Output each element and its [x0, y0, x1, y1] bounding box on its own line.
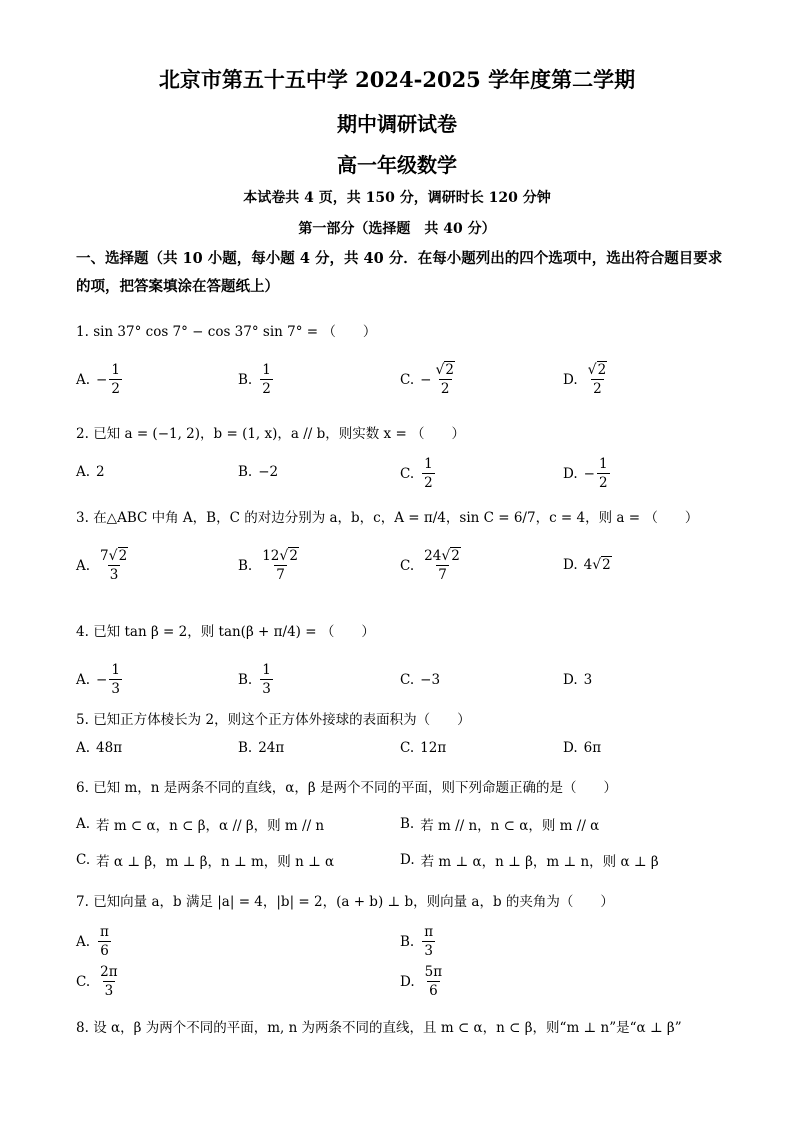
q4-option-c[interactable]: C. −3 [400, 672, 441, 688]
q5-option-b[interactable]: B. 24π [238, 740, 285, 756]
option-text: 若 m ⊂ α，n ⊂ β，α // β，则 m // n [96, 818, 325, 834]
question-stem: 已知 m，n 是两条不同的直线，α，β 是两个不同的平面，则下列命题正确的是（ ） [93, 780, 617, 796]
question-stem: 已知 a = (−1, 2)，b = (1, x)，a // b，则实数 x = （ ） [93, 426, 466, 442]
q1-option-c[interactable]: C. − $\frac{√2}{2}$ [400, 362, 454, 397]
question-number: 5. [76, 712, 89, 728]
question-stem: 已知向量 a，b 满足 |a| = 4，|b| = 2，(a + b) ⊥ b，则向量 a，b 的夹角为（ ） [93, 894, 614, 910]
q5-option-a[interactable]: A. 48π [76, 740, 123, 756]
q7-option-c[interactable]: C. $\frac{2\pi}{3}$ [76, 964, 118, 999]
question-1 [76, 320, 376, 340]
q3-option-d[interactable]: D. 4√2 [563, 557, 611, 573]
option-text: 若 α ⊥ β，m ⊥ β，n ⊥ m，则 n ⊥ α [96, 854, 335, 870]
question-6 [76, 776, 617, 796]
part-title: 第一部分（选择题 共 40 分） [298, 221, 496, 237]
school-title: 北京市第五十五中学 2024-2025 学年度第二学期 [158, 67, 636, 92]
question-stem: sin 37° cos 7° − cos 37° sin 7° = （ ） [93, 324, 377, 340]
option-text: 若 m // n，n ⊂ α，则 m // α [420, 818, 600, 834]
question-number: 6. [76, 780, 89, 796]
question-number: 7. [76, 894, 89, 910]
question-number: 4. [76, 624, 89, 640]
question-stem: 在△ABC 中角 A，B，C 的对边分别为 a，b，c，A = π/4，sin C = 6/7，c = 4，则 a = （ ） [93, 510, 699, 526]
q2-option-b[interactable]: B. −2 [238, 464, 279, 480]
q7-option-d[interactable]: D. $\frac{5\pi}{6}$ [400, 964, 443, 999]
q3-option-c[interactable]: C. $\frac{24√2}{7}$ [400, 548, 460, 583]
q6-option-a[interactable]: A. 若 m ⊂ α，n ⊂ β，α // β，则 m // n [76, 816, 325, 834]
subject-title: 高一年级数学 [337, 153, 457, 177]
option-text: 若 m ⊥ α，n ⊥ β，m ⊥ n，则 α ⊥ β [420, 854, 659, 870]
q5-option-c[interactable]: C. 12π [400, 740, 447, 756]
question-3 [76, 506, 698, 526]
question-number: 8. [76, 1020, 89, 1036]
q2-option-a[interactable]: A. 2 [76, 464, 105, 480]
question-number: 3. [76, 510, 89, 526]
exam-info: 本试卷共 4 页，共 150 分，调研时长 120 分钟 [243, 190, 551, 206]
exam-title: 期中调研试卷 [337, 112, 457, 136]
q1-option-a[interactable]: A. − $\frac{1}{2}$ [76, 362, 120, 397]
q4-option-a[interactable]: A. − $\frac{1}{3}$ [76, 662, 120, 697]
question-stem: 已知正方体棱长为 2，则这个正方体外接球的表面积为（ ） [93, 712, 471, 728]
q1-option-b[interactable]: B. $\frac{1}{2}$ [238, 362, 271, 397]
q6-option-d[interactable]: D. 若 m ⊥ α，n ⊥ β，m ⊥ n，则 α ⊥ β [400, 852, 659, 870]
question-4 [76, 620, 375, 640]
question-2 [76, 422, 465, 442]
q6-option-b[interactable]: B. 若 m // n，n ⊂ α，则 m // α [400, 816, 600, 834]
q7-option-b[interactable]: B. $\frac{\pi}{3}$ [400, 924, 434, 959]
q3-option-a[interactable]: A. $\frac{7√2}{3}$ [76, 548, 128, 583]
question-number: 1. [76, 324, 89, 340]
q6-option-c[interactable]: C. 若 α ⊥ β，m ⊥ β，n ⊥ m，则 n ⊥ α [76, 852, 335, 870]
question-5 [76, 708, 471, 728]
q2-option-d[interactable]: D. − $\frac{1}{2}$ [563, 456, 608, 491]
section-instruction: 一、选择题（共 10 小题，每小题 4 分，共 40 分．在每小题列出的四个选项中，选出符合题目要求的项，把答案填涂在答题纸上） [76, 250, 723, 295]
question-stem: 设 α，β 为两个不同的平面，m, n 为两条不同的直线，且 m ⊂ α，n ⊂ β，则“m ⊥ n”是“α ⊥ β” [93, 1020, 682, 1036]
q3-option-b[interactable]: B. $\frac{12√2}{7}$ [238, 548, 298, 583]
question-number: 2. [76, 426, 89, 442]
question-7 [76, 890, 614, 910]
question-stem: 已知 tan β = 2，则 tan(β + π/4) = （ ） [93, 624, 375, 640]
q2-option-c[interactable]: C. $\frac{1}{2}$ [400, 456, 433, 491]
q4-option-d[interactable]: D. 3 [563, 672, 593, 688]
q1-option-d[interactable]: D. $\frac{√2}{2}$ [563, 362, 607, 397]
question-8 [76, 1016, 682, 1036]
q7-option-a[interactable]: A. $\frac{\pi}{6}$ [76, 924, 109, 959]
q4-option-b[interactable]: B. $\frac{1}{3}$ [238, 662, 271, 697]
q5-option-d[interactable]: D. 6π [563, 740, 602, 756]
